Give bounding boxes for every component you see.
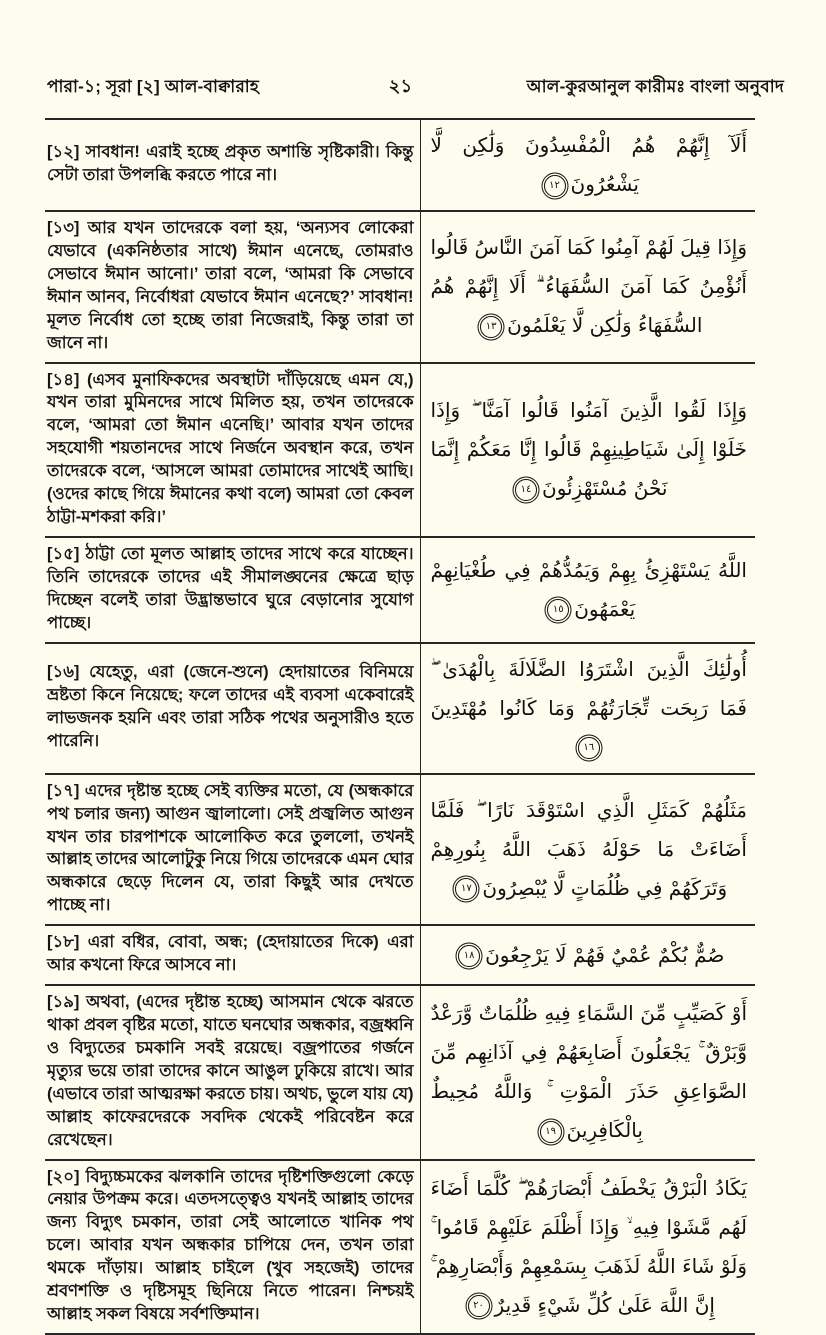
- arabic-text: مَثَلُهُمْ كَمَثَلِ الَّذِي اسْتَوْقَدَ نَارًا ۖ فَلَمَّا أَضَاءَتْ مَا حَوْلَهُ ذَهَبَ اللَّهُ بِنُورِهِمْ وَتَرَكَهُمْ فِي ظُلُمَاتٍ لَّا يُبْصِرُونَ: [430, 797, 747, 900]
- bangla-translation: [১৮] এরা বধির, বোবা, অন্ধ; (হেদায়াতের দিকে) এরা আর কখনো ফিরে আসবে না।: [45, 925, 420, 985]
- arabic-verse: [420, 985, 755, 1159]
- verse-row-20: [45, 1160, 755, 1334]
- arabic-verse: [420, 211, 755, 363]
- arabic-text: وَإِذَا قِيلَ لَهُمْ آمِنُوا كَمَا آمَنَ النَّاسُ قَالُوا أَنُؤْمِنُ كَمَا آمَنَ السُّفَهَاءُ ۗ أَلَا إِنَّهُمْ هُمُ السُّفَهَاءُ وَلَٰكِن لَّا يَعْلَمُونَ: [430, 235, 747, 338]
- page-number: ২১: [388, 76, 413, 96]
- arabic-verse: [420, 1160, 755, 1334]
- arabic-text: يَكَادُ الْبَرْقُ يَخْطَفُ أَبْصَارَهُمْ ۖ كُلَّمَا أَضَاءَ لَهُم مَّشَوْا فِيهِ ۙ وَإِذَا أَظْلَمَ عَلَيْهِمْ قَامُوا ۚ وَلَوْ شَاءَ اللَّهُ لَذَهَبَ بِسَمْعِهِمْ وَأَبْصَارِهِمْ ۚ إِنَّ اللَّهَ عَلَىٰ كُلِّ شَيْءٍ قَدِيرٌ: [430, 1175, 747, 1317]
- bangla-translation: [১৬] যেহেতু, এরা (জেনে-শুনে) হেদায়াতের বিনিময়ে ভ্রষ্টতা কিনে নিয়েছে; ফলে তাদের এই ব্যবসা একেবারেই লাভজনক হয়নি এবং তারা সঠিক পথের অনুসারীও হতে পারেনি।: [45, 643, 420, 774]
- arabic-text: أَوْ كَصَيِّبٍ مِّنَ السَّمَاءِ فِيهِ ظُلُمَاتٌ وَّرَعْدٌ وَّبَرْقٌ ۚ يَجْعَلُونَ أَصَابِعَهُمْ فِي آذَانِهِم مِّنَ الصَّوَاعِقِ حَذَرَ الْمَوْتِ ۚ وَاللَّهُ مُحِيطٌ بِالْكَافِرِينَ: [430, 1001, 747, 1143]
- book-title: আল-কুরআনুল কারীমঃ বাংলা অনুবাদ: [526, 77, 784, 96]
- verse-row-17: [45, 774, 755, 926]
- ayah-number-roundel: ١٧: [455, 878, 477, 900]
- ayah-number-roundel: ١٨: [458, 945, 480, 967]
- arabic-text: اللَّهُ يَسْتَهْزِئُ بِهِمْ وَيَمُدُّهُمْ فِي طُغْيَانِهِمْ يَعْمَهُونَ: [430, 557, 747, 621]
- arabic-text: أُولَٰئِكَ الَّذِينَ اشْتَرَوُا الضَّلَالَةَ بِالْهُدَىٰ ۖ فَمَا رَبِحَت تِّجَارَتُهُمْ وَمَا كَانُوا مُهْتَدِينَ: [430, 656, 747, 720]
- verses-table: [45, 118, 755, 1335]
- arabic-verse: [420, 774, 755, 926]
- bangla-translation: [১৪] (এসব মুনাফিকদের অবস্থাটা দাঁড়িয়েছে এমন যে,) যখন তারা মুমিনদের সাথে মিলিত হয়, তখন তাদেরকে বলে, ‘আমরা তো ঈমান এনেছি।’ আবার যখন তাদের সহযোগী শয়তানদের সাথে নির্জনে অবস্থান করে, তখন তাদেরকে বলে, ‘আসলে আমরা তোমাদের সাথেই আছি। (ওদের কাছে গিয়ে ঈমানের কথা বলে) আমরা তো কেবল ঠাট্টা-মশকরা করি।’: [45, 363, 420, 537]
- verse-row-13: [45, 211, 755, 363]
- verse-row-14: [45, 363, 755, 537]
- running-head: [45, 72, 786, 103]
- arabic-verse: [420, 119, 755, 211]
- arabic-text: أَلَآ إِنَّهُمْ هُمُ الْمُفْسِدُونَ وَلَٰكِن لَّا يَشْعُرُونَ: [430, 133, 747, 196]
- ayah-number-roundel: ١٢: [544, 175, 566, 197]
- ayah-number-roundel: ١٣: [480, 316, 502, 338]
- ayah-number-roundel: ١٩: [540, 1121, 562, 1143]
- arabic-verse: [420, 925, 755, 985]
- arabic-text: صُمٌّ بُكْمٌ عُمْيٌ فَهُمْ لَا يَرْجِعُونَ: [485, 942, 725, 967]
- verse-row-12: [45, 119, 755, 211]
- arabic-text: وَإِذَا لَقُوا الَّذِينَ آمَنُوا قَالُوا آمَنَّا ۖ وَإِذَا خَلَوْا إِلَىٰ شَيَاطِينِهِمْ قَالُوا إِنَّا مَعَكُمْ إِنَّمَا نَحْنُ مُسْتَهْزِئُونَ: [430, 398, 747, 501]
- bangla-translation: [১৯] অথবা, (এদের দৃষ্টান্ত হচ্ছে) আসমান থেকে ঝরতে থাকা প্রবল বৃষ্টির মতো, যাতে ঘনঘোর অন্ধকার, বজ্রধ্বনি ও বিদ্যুতের চমকানি সবই রয়েছে। বজ্রপাতের গর্জনে মৃত্যুর ভয়ে তারা তাদের কানে আঙুল ঢুকিয়ে রাখে। আর (এভাবে তারা আত্মরক্ষা করতে চায়। অথচ, ভুলে যায় যে) আল্লাহ কাফেরদেরকে সবদিক থেকেই পরিবেষ্টন করে রেখেছেন।: [45, 985, 420, 1159]
- bangla-translation: [১৩] আর যখন তাদেরকে বলা হয়, ‘অন্যসব লোকেরা যেভাবে (একনিষ্ঠতার সাথে) ঈমান এনেছে, তোমরাও সেভাবে ঈমান আনো।’ তারা বলে, ‘আমরা কি সেভাবে ঈমান আনব, নির্বোধরা যেভাবে ঈমান এনেছে?’ সাবধান! মূলত নির্বোধ তো হচ্ছে তারা নিজেরাই, কিন্তু তারা তা জানে না।: [45, 211, 420, 363]
- ayah-number-roundel: ٢٠: [468, 1295, 490, 1317]
- verse-row-19: [45, 985, 755, 1159]
- ayah-number-roundel: ١٥: [547, 599, 569, 621]
- verse-row-16: [45, 643, 755, 774]
- bangla-translation: [১২] সাবধান! এরাই হচ্ছে প্রকৃত অশান্তি সৃষ্টিকারী। কিন্তু সেটা তারা উপলব্ধি করতে পারে না।: [45, 119, 420, 211]
- verse-row-18: [45, 925, 755, 985]
- verse-row-15: [45, 537, 755, 643]
- ayah-number-roundel: ١٦: [578, 737, 600, 759]
- para-sura-label: পারা-১; সূরা [২] আল-বাক্বারাহ: [47, 77, 260, 96]
- arabic-verse: [420, 537, 755, 643]
- ayah-number-roundel: ١٤: [515, 479, 537, 501]
- bangla-translation: [২০] বিদ্যুচ্চমকের ঝলকানি তাদের দৃষ্টিশক্তিগুলো কেড়ে নেয়ার উপক্রম করে। এতদসত্ত্বেও যখনই আল্লাহ তাদের জন্য বিদ্যুৎ চমকান, তারা সেই আলোতে খানিক পথ চলে। আবার যখন অন্ধকার চাপিয়ে দেন, তখন তারা থমকে দাঁড়ায়। আল্লাহ চাইলে (খুব সহজেই) তাদের শ্রবণশক্তি ও দৃষ্টিসমূহ ছিনিয়ে নিতে পারেন। নিশ্চয়ই আল্লাহ সকল বিষয়ে সর্বশক্তিমান।: [45, 1160, 420, 1334]
- arabic-verse: [420, 363, 755, 537]
- bangla-translation: [১৭] এদের দৃষ্টান্ত হচ্ছে সেই ব্যক্তির মতো, যে (অন্ধকারে পথ চলার জন্য) আগুন জ্বালালো। সেই প্রজ্বলিত আগুন যখন তার চারপাশকে আলোকিত করে তুললো, তখনই আল্লাহ তাদের আলোটুকু নিয়ে গিয়ে তাদেরকে এমন ঘোর অন্ধকারে ছেড়ে দিলেন যে, তারা কিছুই আর দেখতে পাচ্ছে না।: [45, 774, 420, 926]
- arabic-verse: [420, 643, 755, 774]
- bangla-translation: [১৫] ঠাট্টা তো মূলত আল্লাহ তাদের সাথে করে যাচ্ছেন। তিনি তাদেরকে তাদের এই সীমালঙ্ঘনের ক্ষেত্রে ছাড় দিচ্ছেন বলেই তারা উদ্ভ্রান্তভাবে ঘুরে বেড়ানোর সুযোগ পাচ্ছে।: [45, 537, 420, 643]
